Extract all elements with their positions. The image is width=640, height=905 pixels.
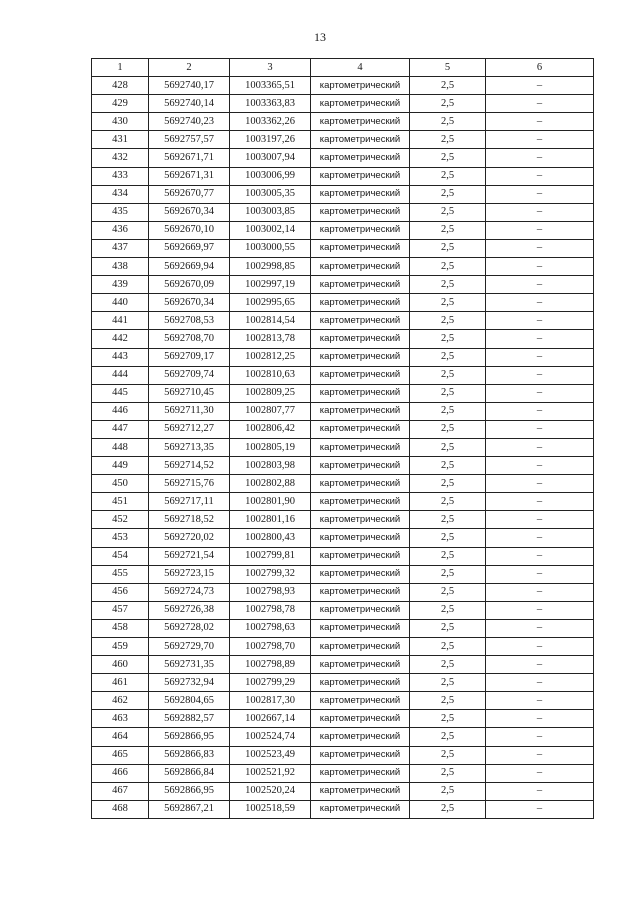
y-coordinate-cell: 1003006,99 bbox=[230, 167, 311, 185]
method-cell: картометрический bbox=[311, 565, 410, 583]
y-coordinate-cell: 1002813,78 bbox=[230, 330, 311, 348]
note-cell: – bbox=[486, 529, 594, 547]
point-number-cell: 434 bbox=[92, 185, 149, 203]
method-cell: картометрический bbox=[311, 203, 410, 221]
y-coordinate-cell: 1002812,25 bbox=[230, 348, 311, 366]
note-cell: – bbox=[486, 366, 594, 384]
table-row bbox=[92, 547, 594, 565]
note-cell: – bbox=[486, 276, 594, 294]
note-cell: – bbox=[486, 312, 594, 330]
x-coordinate-cell: 5692670,34 bbox=[149, 294, 230, 312]
y-coordinate-cell: 1002524,74 bbox=[230, 728, 311, 746]
accuracy-cell: 2,5 bbox=[410, 565, 486, 583]
accuracy-cell: 2,5 bbox=[410, 384, 486, 402]
note-cell: – bbox=[486, 185, 594, 203]
y-coordinate-cell: 1003197,26 bbox=[230, 131, 311, 149]
table-row bbox=[92, 529, 594, 547]
method-cell: картометрический bbox=[311, 294, 410, 312]
point-number-cell: 463 bbox=[92, 710, 149, 728]
accuracy-cell: 2,5 bbox=[410, 728, 486, 746]
y-coordinate-cell: 1002799,29 bbox=[230, 674, 311, 692]
note-cell: – bbox=[486, 294, 594, 312]
note-cell: – bbox=[486, 239, 594, 257]
method-cell: картометрический bbox=[311, 638, 410, 656]
note-cell: – bbox=[486, 457, 594, 475]
point-number-cell: 428 bbox=[92, 77, 149, 95]
table-row bbox=[92, 294, 594, 312]
note-cell: – bbox=[486, 746, 594, 764]
y-coordinate-cell: 1002995,65 bbox=[230, 294, 311, 312]
point-number-cell: 440 bbox=[92, 294, 149, 312]
note-cell: – bbox=[486, 692, 594, 710]
point-number-cell: 453 bbox=[92, 529, 149, 547]
note-cell: – bbox=[486, 77, 594, 95]
accuracy-cell: 2,5 bbox=[410, 782, 486, 800]
method-cell: картометрический bbox=[311, 420, 410, 438]
point-number-cell: 459 bbox=[92, 638, 149, 656]
y-coordinate-cell: 1002798,78 bbox=[230, 601, 311, 619]
y-coordinate-cell: 1003007,94 bbox=[230, 149, 311, 167]
note-cell: – bbox=[486, 258, 594, 276]
table-row bbox=[92, 167, 594, 185]
table-row bbox=[92, 475, 594, 493]
point-number-cell: 436 bbox=[92, 221, 149, 239]
x-coordinate-cell: 5692708,53 bbox=[149, 312, 230, 330]
note-cell: – bbox=[486, 475, 594, 493]
table-header-row bbox=[92, 59, 594, 77]
table-row bbox=[92, 638, 594, 656]
point-number-cell: 467 bbox=[92, 782, 149, 800]
y-coordinate-cell: 1003365,51 bbox=[230, 77, 311, 95]
table-row bbox=[92, 312, 594, 330]
accuracy-cell: 2,5 bbox=[410, 529, 486, 547]
accuracy-cell: 2,5 bbox=[410, 764, 486, 782]
note-cell: – bbox=[486, 547, 594, 565]
x-coordinate-cell: 5692669,94 bbox=[149, 258, 230, 276]
point-number-cell: 458 bbox=[92, 619, 149, 637]
method-cell: картометрический bbox=[311, 475, 410, 493]
x-coordinate-cell: 5692729,70 bbox=[149, 638, 230, 656]
table-row bbox=[92, 95, 594, 113]
x-coordinate-cell: 5692708,70 bbox=[149, 330, 230, 348]
method-cell: картометрический bbox=[311, 77, 410, 95]
x-coordinate-cell: 5692715,76 bbox=[149, 475, 230, 493]
y-coordinate-cell: 1003002,14 bbox=[230, 221, 311, 239]
x-coordinate-cell: 5692670,09 bbox=[149, 276, 230, 294]
point-number-cell: 468 bbox=[92, 800, 149, 818]
method-cell: картометрический bbox=[311, 583, 410, 601]
accuracy-cell: 2,5 bbox=[410, 167, 486, 185]
point-number-cell: 441 bbox=[92, 312, 149, 330]
accuracy-cell: 2,5 bbox=[410, 402, 486, 420]
page-number: 13 bbox=[314, 30, 326, 44]
y-coordinate-cell: 1002807,77 bbox=[230, 402, 311, 420]
y-coordinate-cell: 1003000,55 bbox=[230, 239, 311, 257]
method-cell: картометрический bbox=[311, 149, 410, 167]
method-cell: картометрический bbox=[311, 348, 410, 366]
accuracy-cell: 2,5 bbox=[410, 638, 486, 656]
accuracy-cell: 2,5 bbox=[410, 185, 486, 203]
x-coordinate-cell: 5692724,73 bbox=[149, 583, 230, 601]
accuracy-cell: 2,5 bbox=[410, 294, 486, 312]
accuracy-cell: 2,5 bbox=[410, 438, 486, 456]
note-cell: – bbox=[486, 203, 594, 221]
method-cell: картометрический bbox=[311, 438, 410, 456]
y-coordinate-cell: 1003362,26 bbox=[230, 113, 311, 131]
table-row bbox=[92, 692, 594, 710]
x-coordinate-cell: 5692866,95 bbox=[149, 728, 230, 746]
table-row bbox=[92, 402, 594, 420]
method-cell: картометрический bbox=[311, 276, 410, 294]
point-number-cell: 430 bbox=[92, 113, 149, 131]
method-cell: картометрический bbox=[311, 529, 410, 547]
accuracy-cell: 2,5 bbox=[410, 221, 486, 239]
note-cell: – bbox=[486, 565, 594, 583]
accuracy-cell: 2,5 bbox=[410, 203, 486, 221]
point-number-cell: 446 bbox=[92, 402, 149, 420]
note-cell: – bbox=[486, 710, 594, 728]
point-number-cell: 456 bbox=[92, 583, 149, 601]
accuracy-cell: 2,5 bbox=[410, 330, 486, 348]
method-cell: картометрический bbox=[311, 782, 410, 800]
point-number-cell: 444 bbox=[92, 366, 149, 384]
point-number-cell: 429 bbox=[92, 95, 149, 113]
accuracy-cell: 2,5 bbox=[410, 113, 486, 131]
table-row bbox=[92, 113, 594, 131]
method-cell: картометрический bbox=[311, 764, 410, 782]
y-coordinate-cell: 1002800,43 bbox=[230, 529, 311, 547]
x-coordinate-cell: 5692732,94 bbox=[149, 674, 230, 692]
point-number-cell: 455 bbox=[92, 565, 149, 583]
table-row bbox=[92, 674, 594, 692]
accuracy-cell: 2,5 bbox=[410, 457, 486, 475]
x-coordinate-cell: 5692866,84 bbox=[149, 764, 230, 782]
method-cell: картометрический bbox=[311, 710, 410, 728]
note-cell: – bbox=[486, 800, 594, 818]
x-coordinate-cell: 5692714,52 bbox=[149, 457, 230, 475]
note-cell: – bbox=[486, 493, 594, 511]
point-number-cell: 452 bbox=[92, 511, 149, 529]
table-row bbox=[92, 185, 594, 203]
method-cell: картометрический bbox=[311, 402, 410, 420]
table-row bbox=[92, 493, 594, 511]
table-body bbox=[92, 77, 594, 819]
note-cell: – bbox=[486, 330, 594, 348]
table-row bbox=[92, 420, 594, 438]
y-coordinate-cell: 1002518,59 bbox=[230, 800, 311, 818]
y-coordinate-cell: 1002998,85 bbox=[230, 258, 311, 276]
point-number-cell: 438 bbox=[92, 258, 149, 276]
note-cell: – bbox=[486, 619, 594, 637]
x-coordinate-cell: 5692726,38 bbox=[149, 601, 230, 619]
y-coordinate-cell: 1002802,88 bbox=[230, 475, 311, 493]
note-cell: – bbox=[486, 113, 594, 131]
accuracy-cell: 2,5 bbox=[410, 746, 486, 764]
table-row bbox=[92, 276, 594, 294]
method-cell: картометрический bbox=[311, 113, 410, 131]
table-row bbox=[92, 438, 594, 456]
column-header-2: 2 bbox=[149, 59, 230, 77]
table-row bbox=[92, 348, 594, 366]
x-coordinate-cell: 5692717,11 bbox=[149, 493, 230, 511]
x-coordinate-cell: 5692867,21 bbox=[149, 800, 230, 818]
table-row bbox=[92, 565, 594, 583]
table-row bbox=[92, 330, 594, 348]
note-cell: – bbox=[486, 131, 594, 149]
table-row bbox=[92, 131, 594, 149]
y-coordinate-cell: 1002521,92 bbox=[230, 764, 311, 782]
table-row bbox=[92, 258, 594, 276]
method-cell: картометрический bbox=[311, 511, 410, 529]
accuracy-cell: 2,5 bbox=[410, 800, 486, 818]
x-coordinate-cell: 5692710,45 bbox=[149, 384, 230, 402]
accuracy-cell: 2,5 bbox=[410, 239, 486, 257]
note-cell: – bbox=[486, 601, 594, 619]
point-number-cell: 465 bbox=[92, 746, 149, 764]
accuracy-cell: 2,5 bbox=[410, 131, 486, 149]
accuracy-cell: 2,5 bbox=[410, 601, 486, 619]
point-number-cell: 457 bbox=[92, 601, 149, 619]
table-row bbox=[92, 619, 594, 637]
column-header-4: 4 bbox=[311, 59, 410, 77]
x-coordinate-cell: 5692740,23 bbox=[149, 113, 230, 131]
note-cell: – bbox=[486, 348, 594, 366]
table-row bbox=[92, 782, 594, 800]
coordinates-table bbox=[91, 58, 594, 819]
column-header-1: 1 bbox=[92, 59, 149, 77]
method-cell: картометрический bbox=[311, 746, 410, 764]
accuracy-cell: 2,5 bbox=[410, 511, 486, 529]
method-cell: картометрический bbox=[311, 800, 410, 818]
table-row bbox=[92, 746, 594, 764]
point-number-cell: 460 bbox=[92, 656, 149, 674]
y-coordinate-cell: 1002810,63 bbox=[230, 366, 311, 384]
method-cell: картометрический bbox=[311, 366, 410, 384]
table-row bbox=[92, 221, 594, 239]
x-coordinate-cell: 5692709,17 bbox=[149, 348, 230, 366]
point-number-cell: 447 bbox=[92, 420, 149, 438]
y-coordinate-cell: 1002809,25 bbox=[230, 384, 311, 402]
accuracy-cell: 2,5 bbox=[410, 420, 486, 438]
point-number-cell: 445 bbox=[92, 384, 149, 402]
method-cell: картометрический bbox=[311, 258, 410, 276]
table-row bbox=[92, 77, 594, 95]
x-coordinate-cell: 5692740,14 bbox=[149, 95, 230, 113]
note-cell: – bbox=[486, 167, 594, 185]
method-cell: картометрический bbox=[311, 384, 410, 402]
column-header-3: 3 bbox=[230, 59, 311, 77]
x-coordinate-cell: 5692723,15 bbox=[149, 565, 230, 583]
y-coordinate-cell: 1002798,70 bbox=[230, 638, 311, 656]
method-cell: картометрический bbox=[311, 656, 410, 674]
note-cell: – bbox=[486, 221, 594, 239]
y-coordinate-cell: 1002817,30 bbox=[230, 692, 311, 710]
note-cell: – bbox=[486, 511, 594, 529]
accuracy-cell: 2,5 bbox=[410, 475, 486, 493]
accuracy-cell: 2,5 bbox=[410, 692, 486, 710]
y-coordinate-cell: 1002814,54 bbox=[230, 312, 311, 330]
x-coordinate-cell: 5692711,30 bbox=[149, 402, 230, 420]
x-coordinate-cell: 5692671,71 bbox=[149, 149, 230, 167]
accuracy-cell: 2,5 bbox=[410, 366, 486, 384]
note-cell: – bbox=[486, 438, 594, 456]
x-coordinate-cell: 5692669,97 bbox=[149, 239, 230, 257]
point-number-cell: 437 bbox=[92, 239, 149, 257]
accuracy-cell: 2,5 bbox=[410, 583, 486, 601]
point-number-cell: 432 bbox=[92, 149, 149, 167]
accuracy-cell: 2,5 bbox=[410, 656, 486, 674]
table-row bbox=[92, 728, 594, 746]
point-number-cell: 443 bbox=[92, 348, 149, 366]
point-number-cell: 439 bbox=[92, 276, 149, 294]
table-row bbox=[92, 710, 594, 728]
point-number-cell: 433 bbox=[92, 167, 149, 185]
note-cell: – bbox=[486, 764, 594, 782]
method-cell: картометрический bbox=[311, 185, 410, 203]
table-row bbox=[92, 800, 594, 818]
note-cell: – bbox=[486, 728, 594, 746]
accuracy-cell: 2,5 bbox=[410, 493, 486, 511]
point-number-cell: 431 bbox=[92, 131, 149, 149]
table-row bbox=[92, 511, 594, 529]
column-header-5: 5 bbox=[410, 59, 486, 77]
method-cell: картометрический bbox=[311, 728, 410, 746]
method-cell: картометрический bbox=[311, 167, 410, 185]
accuracy-cell: 2,5 bbox=[410, 348, 486, 366]
note-cell: – bbox=[486, 402, 594, 420]
x-coordinate-cell: 5692728,02 bbox=[149, 619, 230, 637]
x-coordinate-cell: 5692731,35 bbox=[149, 656, 230, 674]
method-cell: картометрический bbox=[311, 692, 410, 710]
accuracy-cell: 2,5 bbox=[410, 312, 486, 330]
y-coordinate-cell: 1002520,24 bbox=[230, 782, 311, 800]
note-cell: – bbox=[486, 638, 594, 656]
point-number-cell: 461 bbox=[92, 674, 149, 692]
accuracy-cell: 2,5 bbox=[410, 619, 486, 637]
method-cell: картометрический bbox=[311, 547, 410, 565]
note-cell: – bbox=[486, 420, 594, 438]
y-coordinate-cell: 1002801,90 bbox=[230, 493, 311, 511]
table-row bbox=[92, 601, 594, 619]
note-cell: – bbox=[486, 674, 594, 692]
x-coordinate-cell: 5692712,27 bbox=[149, 420, 230, 438]
method-cell: картометрический bbox=[311, 493, 410, 511]
method-cell: картометрический bbox=[311, 239, 410, 257]
accuracy-cell: 2,5 bbox=[410, 547, 486, 565]
note-cell: – bbox=[486, 782, 594, 800]
point-number-cell: 449 bbox=[92, 457, 149, 475]
method-cell: картометрический bbox=[311, 95, 410, 113]
point-number-cell: 462 bbox=[92, 692, 149, 710]
method-cell: картометрический bbox=[311, 221, 410, 239]
y-coordinate-cell: 1003003,85 bbox=[230, 203, 311, 221]
y-coordinate-cell: 1003005,35 bbox=[230, 185, 311, 203]
method-cell: картометрический bbox=[311, 457, 410, 475]
table-row bbox=[92, 384, 594, 402]
x-coordinate-cell: 5692804,65 bbox=[149, 692, 230, 710]
method-cell: картометрический bbox=[311, 619, 410, 637]
table-row bbox=[92, 203, 594, 221]
y-coordinate-cell: 1002806,42 bbox=[230, 420, 311, 438]
accuracy-cell: 2,5 bbox=[410, 77, 486, 95]
accuracy-cell: 2,5 bbox=[410, 674, 486, 692]
y-coordinate-cell: 1002798,93 bbox=[230, 583, 311, 601]
x-coordinate-cell: 5692866,83 bbox=[149, 746, 230, 764]
x-coordinate-cell: 5692882,57 bbox=[149, 710, 230, 728]
y-coordinate-cell: 1002799,81 bbox=[230, 547, 311, 565]
method-cell: картометрический bbox=[311, 312, 410, 330]
y-coordinate-cell: 1002523,49 bbox=[230, 746, 311, 764]
y-coordinate-cell: 1002667,14 bbox=[230, 710, 311, 728]
method-cell: картометрический bbox=[311, 674, 410, 692]
x-coordinate-cell: 5692718,52 bbox=[149, 511, 230, 529]
x-coordinate-cell: 5692866,95 bbox=[149, 782, 230, 800]
x-coordinate-cell: 5692713,35 bbox=[149, 438, 230, 456]
y-coordinate-cell: 1002803,98 bbox=[230, 457, 311, 475]
note-cell: – bbox=[486, 95, 594, 113]
x-coordinate-cell: 5692757,57 bbox=[149, 131, 230, 149]
point-number-cell: 450 bbox=[92, 475, 149, 493]
x-coordinate-cell: 5692670,77 bbox=[149, 185, 230, 203]
note-cell: – bbox=[486, 149, 594, 167]
method-cell: картометрический bbox=[311, 330, 410, 348]
table-row bbox=[92, 149, 594, 167]
table-row bbox=[92, 583, 594, 601]
note-cell: – bbox=[486, 384, 594, 402]
table-row bbox=[92, 764, 594, 782]
x-coordinate-cell: 5692670,10 bbox=[149, 221, 230, 239]
y-coordinate-cell: 1003363,83 bbox=[230, 95, 311, 113]
table-row bbox=[92, 656, 594, 674]
accuracy-cell: 2,5 bbox=[410, 710, 486, 728]
note-cell: – bbox=[486, 656, 594, 674]
y-coordinate-cell: 1002805,19 bbox=[230, 438, 311, 456]
y-coordinate-cell: 1002798,63 bbox=[230, 619, 311, 637]
table-row bbox=[92, 239, 594, 257]
point-number-cell: 451 bbox=[92, 493, 149, 511]
method-cell: картометрический bbox=[311, 131, 410, 149]
point-number-cell: 454 bbox=[92, 547, 149, 565]
note-cell: – bbox=[486, 583, 594, 601]
y-coordinate-cell: 1002801,16 bbox=[230, 511, 311, 529]
point-number-cell: 442 bbox=[92, 330, 149, 348]
column-header-6: 6 bbox=[486, 59, 594, 77]
x-coordinate-cell: 5692720,02 bbox=[149, 529, 230, 547]
x-coordinate-cell: 5692671,31 bbox=[149, 167, 230, 185]
accuracy-cell: 2,5 bbox=[410, 149, 486, 167]
table-row bbox=[92, 366, 594, 384]
y-coordinate-cell: 1002798,89 bbox=[230, 656, 311, 674]
y-coordinate-cell: 1002799,32 bbox=[230, 565, 311, 583]
accuracy-cell: 2,5 bbox=[410, 95, 486, 113]
method-cell: картометрический bbox=[311, 601, 410, 619]
point-number-cell: 448 bbox=[92, 438, 149, 456]
point-number-cell: 466 bbox=[92, 764, 149, 782]
x-coordinate-cell: 5692670,34 bbox=[149, 203, 230, 221]
point-number-cell: 435 bbox=[92, 203, 149, 221]
point-number-cell: 464 bbox=[92, 728, 149, 746]
table-row bbox=[92, 457, 594, 475]
accuracy-cell: 2,5 bbox=[410, 258, 486, 276]
accuracy-cell: 2,5 bbox=[410, 276, 486, 294]
x-coordinate-cell: 5692740,17 bbox=[149, 77, 230, 95]
x-coordinate-cell: 5692709,74 bbox=[149, 366, 230, 384]
x-coordinate-cell: 5692721,54 bbox=[149, 547, 230, 565]
y-coordinate-cell: 1002997,19 bbox=[230, 276, 311, 294]
